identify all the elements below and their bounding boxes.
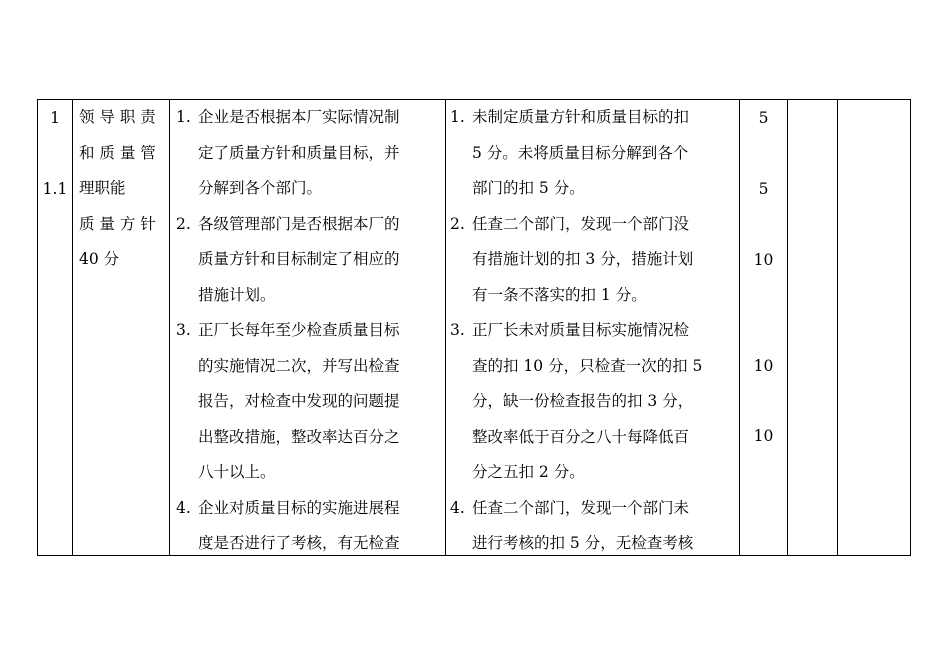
item-text-line: 各级管理部门是否根据本厂的 [198, 214, 400, 233]
project-line: 质 量 方 针 [79, 214, 156, 233]
score-value: 10 [753, 357, 774, 375]
assessment-table [37, 99, 911, 556]
item-text-line: 任查二个部门，发现一个部门未 [472, 498, 690, 517]
table-row [38, 100, 911, 556]
item-number: 2. [450, 214, 465, 233]
item-text-line: 进行考核的扣 5 分，无检查考核 [472, 534, 694, 552]
item-text-line: 出整改措施，整改率达百分之 [198, 427, 400, 446]
item-text-line: 报告，对检查中发现的问题提 [198, 392, 400, 410]
item-text-line: 整改率低于百分之八十每降低百 [472, 427, 690, 446]
project-line: 和 质 量 管 [79, 143, 156, 162]
item-number: 4. [450, 498, 465, 517]
sub-serial-number: 1.1 [42, 180, 68, 198]
item-number: 4. [176, 498, 191, 517]
item-text-line: 度是否进行了考核，有无检查 [198, 534, 400, 552]
item-number: 3. [176, 321, 191, 339]
score-value: 10 [753, 427, 774, 445]
item-text-line: 有措施计划的扣 3 分，措施计划 [472, 250, 694, 268]
empty-cell [838, 100, 911, 556]
item-number: 1. [176, 108, 191, 126]
item-number: 1. [450, 108, 465, 126]
score-value: 5 [758, 109, 769, 127]
requirements-cell [170, 100, 446, 556]
item-text-line: 正厂长每年至少检查质量目标 [198, 321, 400, 339]
item-text-line: 企业是否根据本厂实际情况制 [198, 108, 400, 126]
item-text-line: 质量方针和目标制定了相应的 [198, 250, 400, 268]
item-text-line: 分，缺一份检查报告的扣 3 分， [472, 392, 694, 410]
criteria-cell [446, 100, 740, 556]
score-value: 10 [753, 251, 774, 269]
item-text-line: 5 分。未将质量目标分解到各个 [472, 143, 689, 162]
score-value: 5 [758, 180, 769, 198]
project-line: 领 导 职 责 [79, 108, 156, 126]
item-text-line: 分之五扣 2 分。 [472, 463, 585, 481]
serial-number: 1 [50, 109, 60, 127]
item-text-line: 任查二个部门，发现一个部门没 [472, 214, 690, 233]
item-text-line: 部门的扣 5 分。 [472, 179, 585, 197]
item-text-line: 有一条不落实的扣 1 分。 [472, 285, 647, 304]
item-text-line: 未制定质量方针和质量目标的扣 [472, 108, 690, 126]
project-cell [73, 100, 170, 556]
item-text-line: 的实施情况二次，并写出检查 [198, 356, 400, 375]
item-number: 3. [450, 321, 465, 339]
item-text-line: 分解到各个部门。 [198, 179, 323, 197]
item-text-line: 企业对质量目标的实施进展程 [198, 498, 400, 517]
project-line: 理职能 [79, 179, 126, 197]
item-text-line: 定了质量方针和质量目标，并 [198, 143, 400, 162]
item-text-line: 查的扣 10 分，只检查一次的扣 5 [472, 356, 703, 375]
item-text-line: 八十以上。 [198, 463, 276, 481]
project-line: 40 分 [79, 250, 120, 268]
item-text-line: 正厂长未对质量目标实施情况检 [472, 321, 690, 339]
empty-cell [788, 100, 838, 556]
item-text-line: 措施计划。 [198, 285, 276, 304]
item-number: 2. [176, 214, 191, 233]
serial-cell [38, 100, 73, 556]
score-cell [740, 100, 788, 556]
